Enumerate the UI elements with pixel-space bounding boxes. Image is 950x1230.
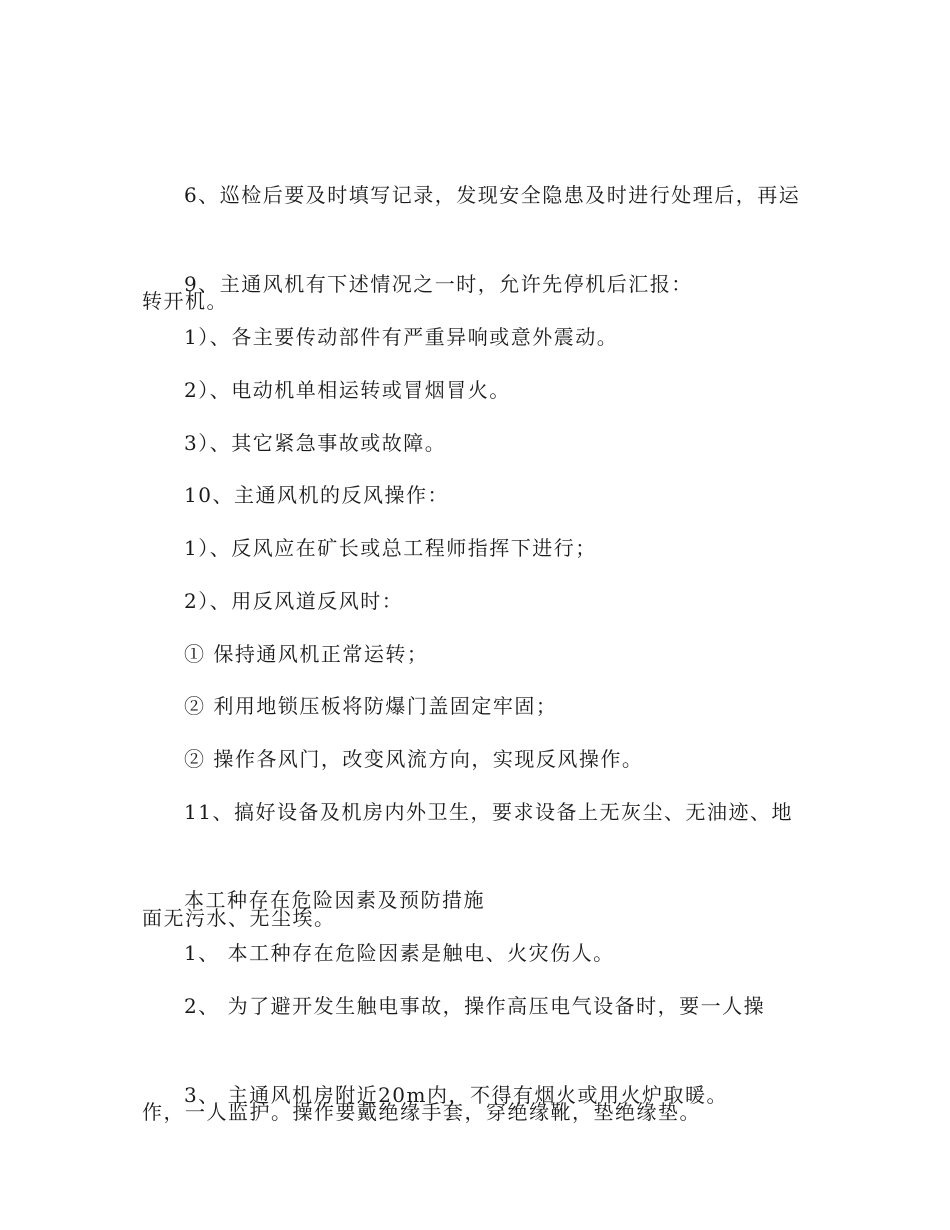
text-line: 9、主通风机有下述情况之一时，允许先停机后汇报： — [184, 272, 693, 296]
text-line: 6、巡检后要及时填写记录，发现安全隐患及时进行处理后，再运 — [184, 183, 801, 207]
text-line: 1）、各主要传动部件有严重异响或意外震动。 — [184, 325, 619, 349]
text-line: 1、 本工种存在危险因素是触电、火灾伤人。 — [184, 941, 615, 965]
text-line: ① 保持通风机正常运转； — [184, 642, 429, 666]
text-line: 2）、电动机单相运转或冒烟冒火。 — [184, 378, 511, 402]
text-line: 1）、反风应在矿长或总工程师指挥下进行； — [184, 536, 597, 560]
text-line: 2、 为了避开发生触电事故，操作高压电气设备时，要一人操 — [184, 994, 766, 1018]
text-line: 本工种存在危险因素及预防措施 — [184, 888, 485, 912]
text-line: 3、 主通风机房附近20m内，不得有烟火或用火炉取暖。 — [184, 1083, 728, 1107]
paragraph-risk-3 — [142, 1010, 807, 1180]
text-line: 3）、其它紧急事故或故障。 — [184, 431, 447, 455]
text-line: 面无污水、无尘埃。 — [142, 906, 336, 930]
text-line: ② 利用地锁压板将防爆门盖固定牢固； — [184, 694, 558, 718]
text-line: 10、主通风机的反风操作： — [184, 483, 449, 507]
text-line: 11、搞好设备及机房内外卫生，要求设备上无灰尘、无油迹、地 — [184, 800, 793, 824]
text-line: ② 操作各风门，改变风流方向，实现反风操作。 — [184, 747, 644, 771]
text-line: 作，一人监护。操作要戴绝缘手套，穿绝缘靴，垫绝缘垫。 — [142, 1100, 701, 1124]
text-line: 转开机。 — [142, 289, 228, 313]
text-line: 2）、用反风道反风时： — [184, 589, 404, 613]
